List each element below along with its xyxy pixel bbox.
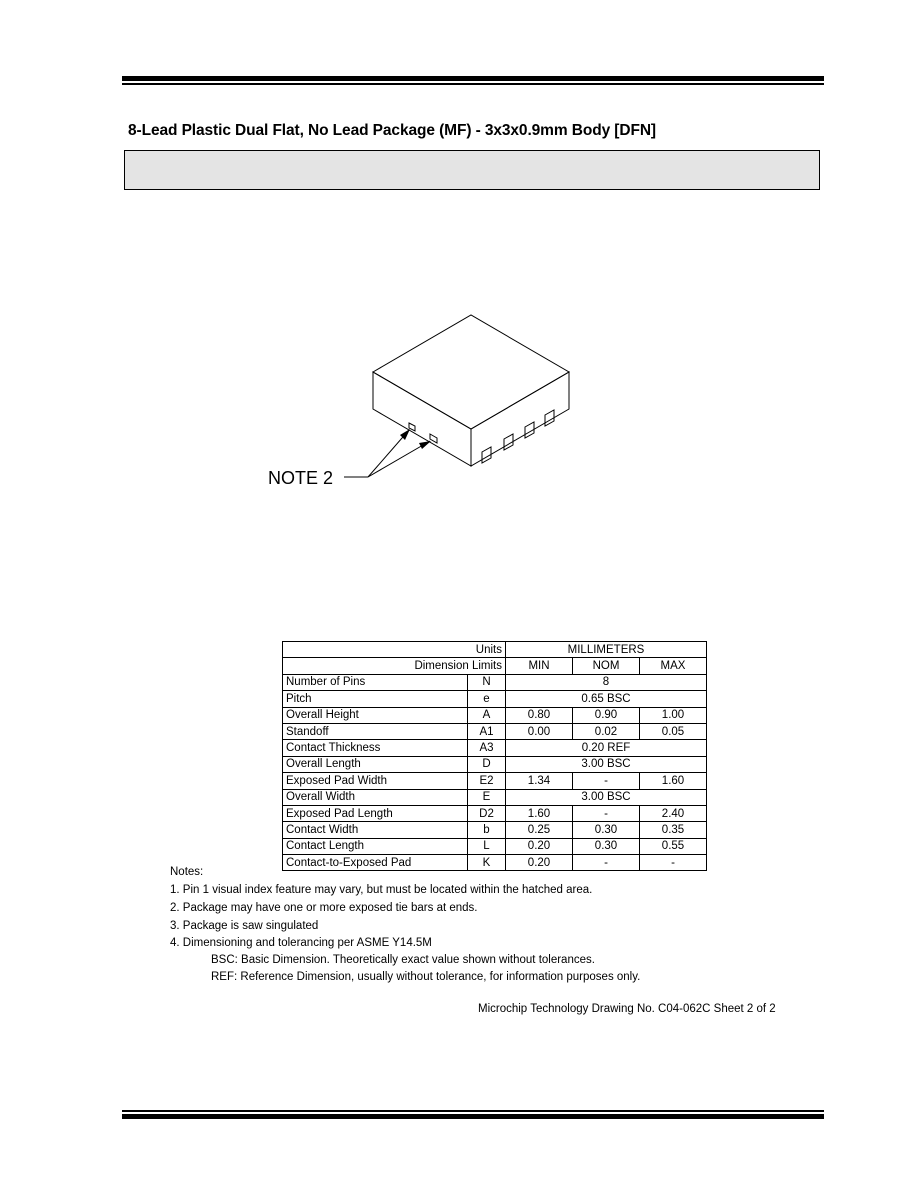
dimension-name: Contact-to-Exposed Pad	[283, 855, 468, 871]
table-row	[283, 707, 707, 723]
table-row	[283, 756, 707, 772]
dimension-max: 0.05	[640, 723, 707, 739]
dimension-name: Pitch	[283, 691, 468, 707]
dimension-name: Overall Height	[283, 707, 468, 723]
dimension-symbol: D	[468, 756, 506, 772]
dimension-nom: -	[573, 805, 640, 821]
package-top-face	[373, 315, 569, 429]
table-row	[283, 674, 707, 690]
dimension-name: Overall Width	[283, 789, 468, 805]
table-header-units	[283, 642, 707, 658]
dimension-max: 1.00	[640, 707, 707, 723]
dimension-min: 1.60	[506, 805, 573, 821]
tie-bar-2	[430, 434, 437, 443]
dimension-value: 0.65 BSC	[506, 691, 707, 707]
dimension-name: Contact Length	[283, 838, 468, 854]
table-body	[283, 674, 707, 871]
dimension-min: 0.25	[506, 822, 573, 838]
dimension-nom: -	[573, 773, 640, 789]
note-4: 4. Dimensioning and tolerancing per ASME Y14.5M	[170, 937, 432, 949]
dimension-nom: 0.02	[573, 723, 640, 739]
dimension-min: 0.80	[506, 707, 573, 723]
arrowhead-2	[419, 441, 431, 449]
note-2: 2. Package may have one or more exposed tie bars at ends.	[170, 902, 478, 914]
dimension-min: 0.20	[506, 838, 573, 854]
page-title: 8-Lead Plastic Dual Flat, No Lead Package (MF) - 3x3x0.9mm Body [DFN]	[128, 122, 656, 139]
bottom-rule-thin	[122, 1110, 824, 1112]
table-row	[283, 805, 707, 821]
table-row	[283, 740, 707, 756]
dimension-max: 0.35	[640, 822, 707, 838]
col-min: MIN	[506, 658, 573, 674]
bottom-rule-thick	[122, 1114, 824, 1119]
dimension-symbol: A	[468, 707, 506, 723]
dimension-symbol: N	[468, 674, 506, 690]
dimension-value: 0.20 REF	[506, 740, 707, 756]
dimension-max: 2.40	[640, 805, 707, 821]
dimension-symbol: A1	[468, 723, 506, 739]
dimension-name: Exposed Pad Width	[283, 773, 468, 789]
dimension-min: 0.20	[506, 855, 573, 871]
table-row	[283, 691, 707, 707]
dimension-name: Number of Pins	[283, 674, 468, 690]
dimension-max: 0.55	[640, 838, 707, 854]
drawing-number: Microchip Technology Drawing No. C04-062C Sheet 2 of 2	[478, 1003, 776, 1015]
table-row	[283, 789, 707, 805]
table-row	[283, 838, 707, 854]
dimension-value: 3.00 BSC	[506, 756, 707, 772]
dimension-max: 1.60	[640, 773, 707, 789]
dimension-nom: 0.30	[573, 822, 640, 838]
dimension-min: 0.00	[506, 723, 573, 739]
table-header-limits	[283, 658, 707, 674]
table-row	[283, 723, 707, 739]
dimension-max: -	[640, 855, 707, 871]
units-value: MILLIMETERS	[506, 642, 707, 658]
dimension-name: Standoff	[283, 723, 468, 739]
table-row	[283, 773, 707, 789]
units-label: Units	[283, 642, 506, 658]
dimension-nom: 0.30	[573, 838, 640, 854]
col-nom: NOM	[573, 658, 640, 674]
tie-bar-1	[409, 423, 415, 431]
note-2-label: NOTE 2	[268, 468, 334, 488]
dimension-name: Exposed Pad Length	[283, 805, 468, 821]
table-row	[283, 855, 707, 871]
dimension-symbol: E2	[468, 773, 506, 789]
note-1: 1. Pin 1 visual index feature may vary, but must be located within the hatched area.	[170, 884, 593, 896]
package-left-face	[373, 372, 471, 466]
note-3: 3. Package is saw singulated	[170, 920, 319, 932]
dimension-name: Contact Width	[283, 822, 468, 838]
dimension-symbol: A3	[468, 740, 506, 756]
dimension-name: Contact Thickness	[283, 740, 468, 756]
dimension-symbol: b	[468, 822, 506, 838]
limits-label: Dimension Limits	[283, 658, 506, 674]
dimension-nom: 0.90	[573, 707, 640, 723]
dimension-value: 3.00 BSC	[506, 789, 707, 805]
dimension-symbol: D2	[468, 805, 506, 821]
dimension-symbol: E	[468, 789, 506, 805]
col-max: MAX	[640, 658, 707, 674]
notes-heading: Notes:	[170, 866, 204, 878]
dimension-min: 1.34	[506, 773, 573, 789]
dimension-symbol: K	[468, 855, 506, 871]
table-row	[283, 822, 707, 838]
dimension-nom: -	[573, 855, 640, 871]
note-4-bsc: BSC: Basic Dimension. Theoretically exact value shown without tolerances.	[211, 954, 595, 966]
dimension-name: Overall Length	[283, 756, 468, 772]
dimension-symbol: e	[468, 691, 506, 707]
note-4-ref: REF: Reference Dimension, usually without tolerance, for information purposes only.	[211, 971, 641, 983]
dimension-table	[282, 641, 707, 871]
dimension-value: 8	[506, 674, 707, 690]
dimension-symbol: L	[468, 838, 506, 854]
